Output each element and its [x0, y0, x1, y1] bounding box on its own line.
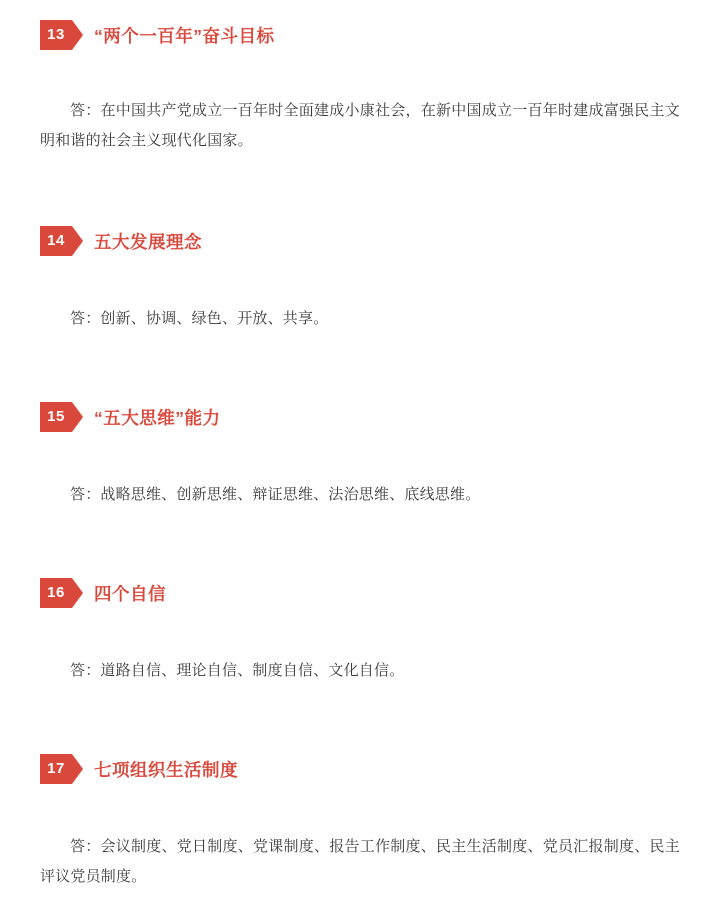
entry-header: [40, 226, 680, 256]
entry-title: “五大思维”能力: [94, 407, 221, 428]
entry-header: [40, 578, 680, 608]
entry-13: [40, 0, 680, 156]
entry-number-badge: 17: [40, 754, 72, 784]
entry-answer-text: 答：战略思维、创新思维、辩证思维、法治思维、底线思维。: [70, 486, 481, 503]
entry-number-badge: 16: [40, 578, 72, 608]
entry-answer-text: 答：在中国共产党成立一百年时全面建成小康社会，在新中国成立一百年时建成富强民主文明和谐的社会主义现代化国家。: [40, 102, 680, 149]
entry-header: [40, 754, 680, 784]
entry-answer-text: 答：道路自信、理论自信、制度自信、文化自信。: [70, 662, 405, 679]
entry-header: [40, 20, 680, 50]
entry-15: [40, 334, 680, 510]
entry-answer: [40, 656, 680, 686]
entry-16: [40, 510, 680, 686]
entry-number-badge: 15: [40, 402, 72, 432]
entry-title: 五大发展理念: [94, 231, 202, 252]
entry-header: [40, 402, 680, 432]
entry-title: 七项组织生活制度: [94, 759, 238, 780]
entry-14: [40, 156, 680, 334]
entry-answer: [40, 304, 680, 334]
entry-answer-text: 答：会议制度、党日制度、党课制度、报告工作制度、民主生活制度、党员汇报制度、民主评议党员制度。: [40, 838, 680, 885]
entry-answer-text: 答：创新、协调、绿色、开放、共享。: [70, 310, 329, 327]
entry-title: 四个自信: [94, 583, 166, 604]
entry-number-badge: 13: [40, 20, 72, 50]
entry-answer: [40, 96, 680, 156]
entry-answer: [40, 480, 680, 510]
entry-answer: [40, 832, 680, 892]
entry-number-badge: 14: [40, 226, 72, 256]
entry-title: “两个一百年”奋斗目标: [94, 25, 275, 46]
entry-17: [40, 686, 680, 892]
